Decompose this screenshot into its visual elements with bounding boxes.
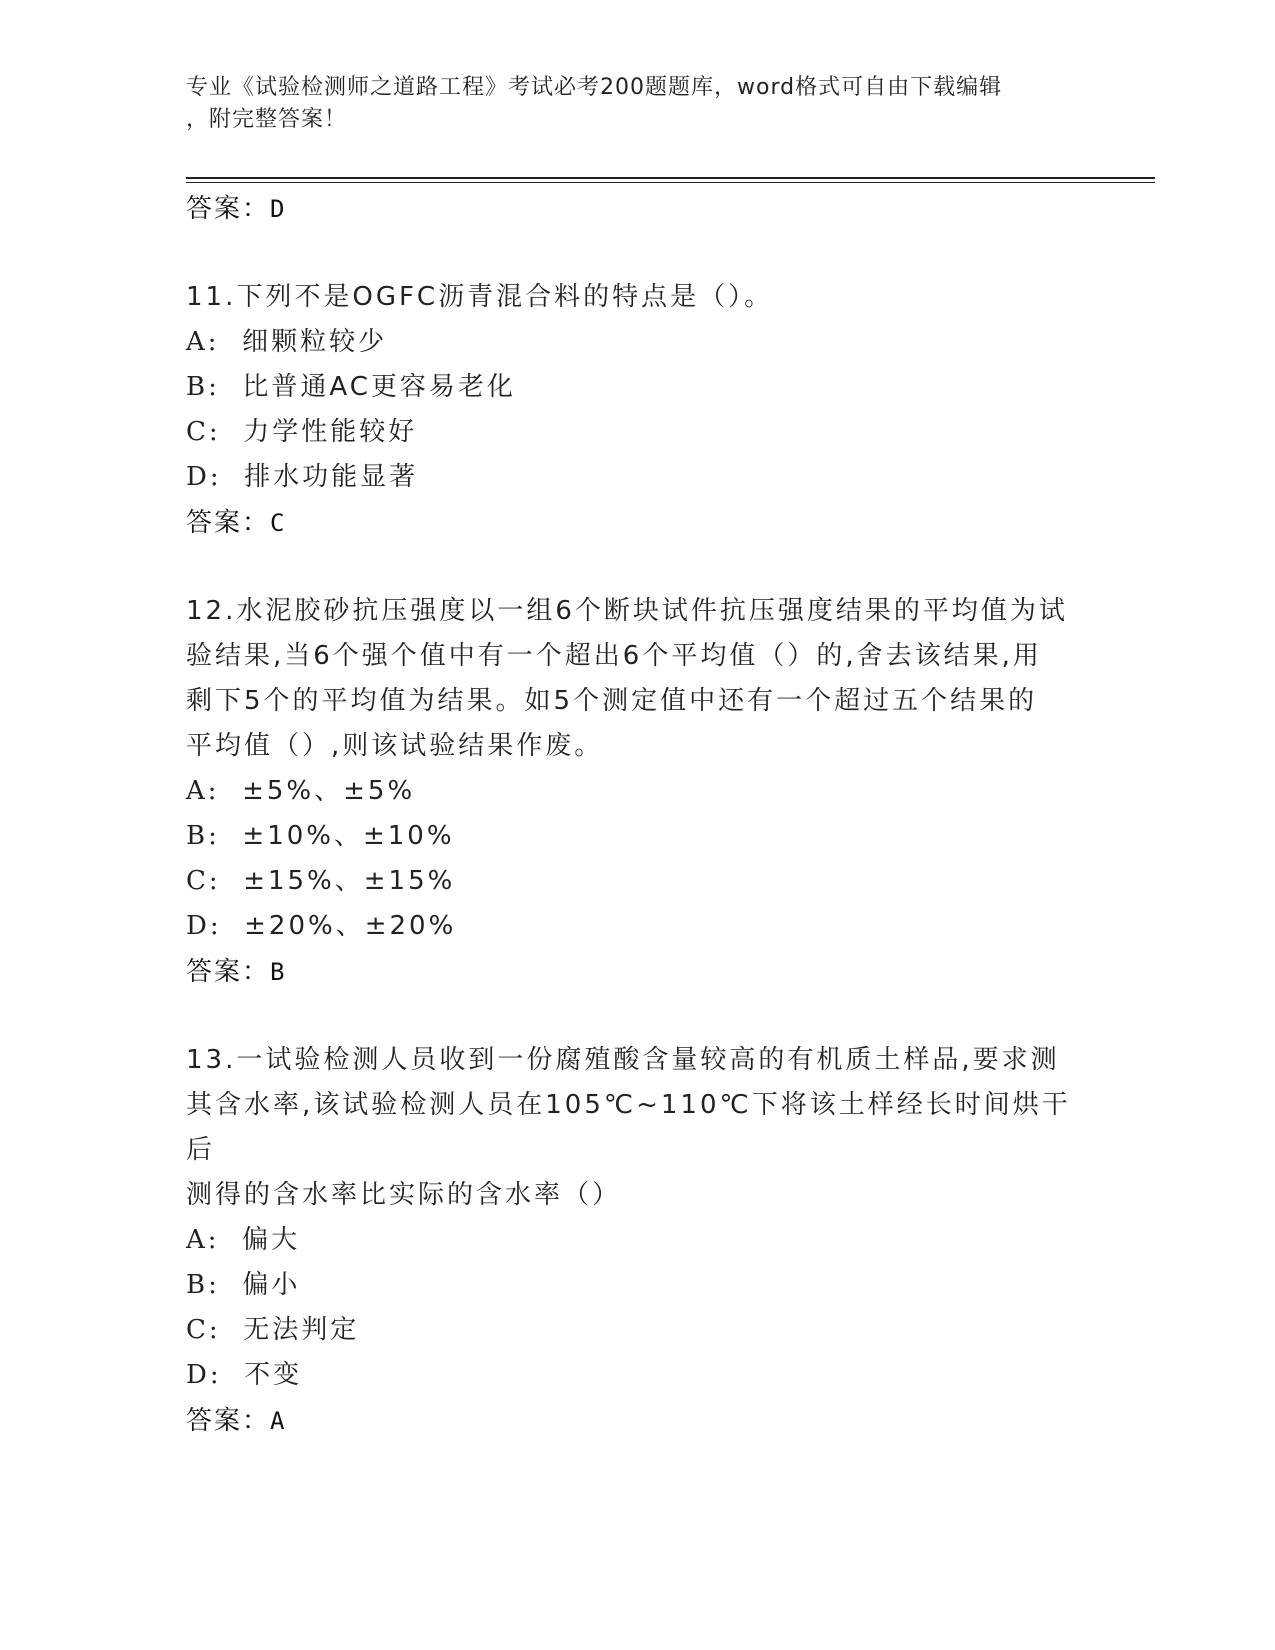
- option-c: C: 无法判定: [186, 1315, 360, 1345]
- option-a: A: 偏大: [186, 1225, 301, 1255]
- answer: 答案：B: [186, 957, 287, 987]
- question-11: [186, 275, 1086, 546]
- option-b: B: ±10%、±10%: [186, 821, 455, 851]
- question-stem-line-2: 其含水率,该试验检测人员在105℃~110℃下将该土样经长时间烘干后: [186, 1090, 1071, 1165]
- option-c: C: ±15%、±15%: [186, 866, 456, 896]
- question-stem: 11.下列不是OGFC沥青混合料的特点是（）。: [186, 282, 774, 312]
- option-a: A: 细颗粒较少: [186, 327, 388, 357]
- answer: 答案：A: [186, 1406, 287, 1436]
- question-stem-line-1: 12.水泥胶砂抗压强度以一组6个断块试件抗压强度结果的平均值为试: [186, 596, 1068, 626]
- answer-value: D: [270, 195, 287, 223]
- option-b: B: 偏小: [186, 1270, 301, 1300]
- previous-answer: [186, 186, 1086, 232]
- question-12: [186, 589, 1086, 995]
- option-d: D: 不变: [186, 1360, 303, 1390]
- question-stem-line-3: 测得的含水率比实际的含水率（）: [186, 1180, 622, 1210]
- option-a: A: ±5%、±5%: [186, 776, 416, 806]
- question-stem-line-3: 剩下5个的平均值为结果。如5个测定值中还有一个超过五个结果的: [186, 686, 1038, 716]
- answer-label: 答案：: [186, 194, 271, 224]
- question-13: [186, 1038, 1086, 1444]
- question-stem-line-4: 平均值（）,则该试验结果作废。: [186, 731, 604, 761]
- question-list: [186, 186, 1086, 1444]
- question-stem-line-1: 13.一试验检测人员收到一份腐殖酸含量较高的有机质土样品,要求测: [186, 1045, 1060, 1075]
- header-divider-thin: [186, 182, 1155, 183]
- answer: 答案：C: [186, 508, 287, 538]
- header-divider-thick: [186, 177, 1155, 179]
- option-d: D: ±20%、±20%: [186, 911, 457, 941]
- option-b: B: 比普通AC更容易老化: [186, 372, 516, 402]
- document-header: [186, 72, 1066, 136]
- question-stem-line-2: 验结果,当6个强个值中有一个超出6个平均值（）的,舍去该结果,用: [186, 641, 1042, 671]
- header-line-2: ，附完整答案！: [186, 107, 348, 132]
- option-d: D: 排水功能显著: [186, 462, 419, 492]
- option-c: C: 力学性能较好: [186, 417, 418, 447]
- header-line-1: 专业《试验检测师之道路工程》考试必考200题题库，word格式可自由下载编辑: [186, 75, 1003, 100]
